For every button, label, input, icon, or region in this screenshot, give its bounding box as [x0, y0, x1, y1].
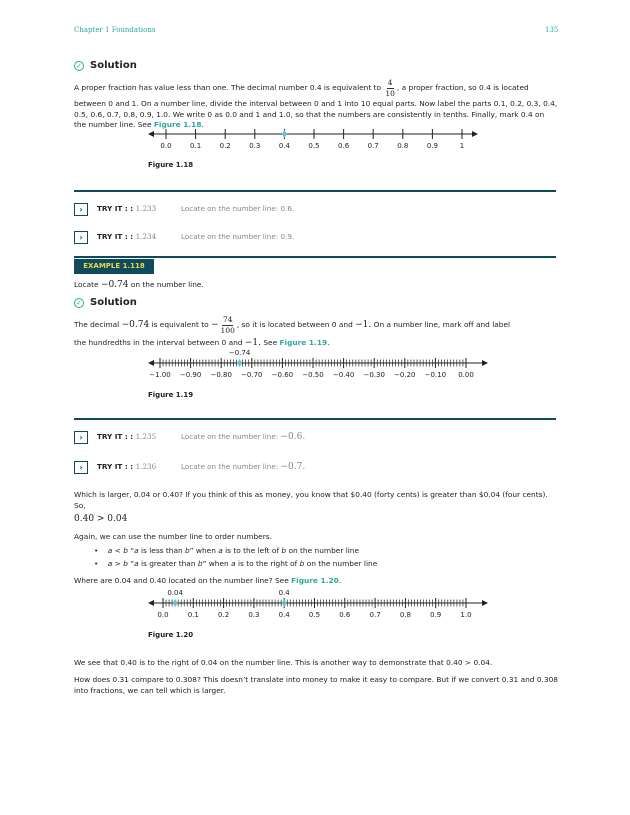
denominator: 100	[220, 325, 235, 335]
tick-label: 0.6	[339, 611, 351, 619]
tick-label: −0.10	[424, 371, 447, 379]
inequality: 0.40 > 0.04	[74, 514, 128, 524]
math: −1.	[355, 320, 372, 330]
text: is to the left of	[222, 546, 282, 555]
text: is equivalent to	[151, 320, 209, 329]
tick-label: −0.30	[363, 371, 385, 379]
tick-label: 0.3	[248, 611, 260, 619]
exercise-number: 1.234	[135, 232, 157, 242]
tick-label: −0.40	[332, 371, 355, 379]
try-it-text: Locate on the number line: 0.9.	[181, 232, 295, 242]
tick-label: 0.9	[426, 142, 438, 150]
denominator: 10	[385, 88, 395, 98]
compare-paragraph-2: Again, we can use the number line to order numbers.	[74, 532, 272, 541]
tick-label: 1.0	[460, 611, 472, 619]
tick-label: 0.0	[157, 611, 169, 619]
fraction	[385, 79, 395, 97]
try-it-row	[74, 203, 554, 216]
compare-paragraph: Which is larger, 0.04 or 0.40? If you think of this as money, you know that $0.40 (forty cents) is greater than $0.04 (four cents). So,	[74, 490, 548, 510]
closing-paragraph: We see that 0.40 is to the right of 0.04 on the number line. This is another way to demonstrate that 0.40 > 0.04.	[74, 658, 493, 667]
tick-label: −0.80	[210, 371, 232, 379]
text: b	[299, 558, 305, 568]
tick-label: 0.9	[430, 611, 442, 619]
try-it-label	[97, 204, 181, 214]
tick-label: 0.7	[367, 142, 379, 150]
solution-paragraph	[74, 79, 558, 97]
numerator: 74	[222, 315, 233, 324]
math: −0.7.	[280, 462, 306, 472]
tick-label: 0.8	[399, 611, 411, 619]
text: Where are 0.04 and 0.40 located on the number line? See	[74, 576, 289, 585]
tick-label: 0.5	[308, 611, 321, 619]
text: a	[107, 546, 113, 555]
exercise-number: 1.233	[135, 204, 157, 214]
text: “	[127, 546, 135, 555]
math: −0.6.	[280, 432, 306, 442]
text: ” when	[189, 546, 219, 555]
tick-label: 0.0	[160, 142, 172, 150]
try-it-label	[97, 232, 181, 242]
tick-label: 0.3	[249, 142, 261, 150]
math: −1.	[244, 338, 261, 348]
math: −0.74	[100, 280, 129, 290]
solution-paragraph	[74, 316, 558, 334]
tick-label: 1	[459, 142, 465, 150]
text: a	[134, 546, 139, 555]
math: −	[211, 320, 219, 330]
figure-link[interactable]: Figure 1.20	[291, 576, 339, 585]
arrow-left	[148, 131, 154, 137]
number-line-figure-1-20	[148, 586, 488, 624]
example-prompt	[74, 279, 558, 292]
point-label: −0.74	[228, 349, 251, 357]
text: is to the right of	[235, 558, 300, 568]
check-circle-icon: ✓	[74, 61, 84, 71]
tick-label: −0.70	[241, 371, 263, 379]
text: between 0 and 1. On a number line, divide the interval between 0 and 1 into 10 equal parts. Now label the parts 0.1, 0.2, 0.3, 0.4, 0.5, 0.6, 0.7, 0.8, 0.9, 1.0. We write 0 as 0.0 and 1 and 1.0, so that the numbers are consistently in tenths. Finally, mark 0.4 on the number line. See	[74, 99, 558, 130]
list-item: • a > b “a is greater than b” when a is to the right of b on the number line	[94, 558, 378, 568]
chevron-right-icon[interactable]: ›	[74, 461, 88, 474]
try-it-row	[74, 461, 554, 474]
example-divider	[74, 256, 556, 258]
page-number: 135	[545, 26, 559, 34]
text: the hundredths in the interval between 0 and	[74, 338, 243, 347]
text: <	[112, 546, 124, 555]
arrow-right	[472, 131, 478, 137]
solution-heading	[74, 59, 137, 74]
text: b	[281, 546, 287, 555]
try-it-label	[97, 462, 181, 472]
arrow-left	[148, 600, 154, 606]
point-label: 0.04	[167, 589, 183, 597]
text: a	[134, 558, 139, 568]
figure-link[interactable]: Figure 1.18	[153, 120, 202, 130]
arrow-right	[482, 360, 488, 366]
example-tag: EXAMPLE 1.118	[74, 259, 154, 274]
figure-link[interactable]: Figure 1.19	[279, 338, 328, 347]
text: a	[107, 558, 113, 568]
text: on the number line.	[130, 280, 204, 289]
text: on the number line	[286, 546, 360, 555]
label: TRY IT : :	[97, 232, 134, 242]
number-line-figure-1-19	[148, 346, 488, 382]
try-it-text	[181, 461, 305, 474]
tick-label: 0.2	[219, 142, 231, 150]
solution-title: Solution	[90, 60, 137, 71]
text: Locate	[74, 280, 99, 289]
text: b	[123, 546, 128, 555]
tick-label: 0.5	[308, 142, 320, 150]
text: A proper fraction has value less than one. The decimal number 0.4 is equivalent to	[74, 83, 382, 92]
tick-label: 0.8	[397, 142, 409, 150]
check-circle-icon: ✓	[74, 298, 84, 308]
chevron-right-icon[interactable]: ›	[74, 203, 88, 216]
text: >	[112, 558, 124, 568]
tick-label: 0.4	[278, 142, 290, 150]
text: b	[123, 558, 128, 568]
text: See	[263, 338, 278, 347]
tick-label: 0.1	[187, 611, 199, 619]
tick-label: −0.90	[179, 371, 202, 379]
fraction	[221, 316, 235, 334]
section-divider	[74, 418, 556, 420]
solution-heading	[74, 296, 137, 311]
text: .	[201, 120, 204, 130]
numerator: 4	[387, 78, 393, 87]
chapter-header: Chapter 1 Foundations	[74, 26, 156, 34]
tick-label: −0.60	[271, 371, 294, 379]
figure-caption: Figure 1.19	[148, 391, 194, 399]
text: a	[218, 546, 223, 555]
arrow-left	[148, 360, 154, 366]
text: .	[338, 576, 342, 585]
tick-label: 0.00	[458, 371, 474, 379]
text: ” when	[202, 558, 232, 568]
label: TRY IT : :	[97, 432, 134, 442]
section-divider	[74, 190, 556, 192]
text: On a number line, mark off and label	[373, 320, 511, 329]
chevron-right-icon[interactable]: ›	[74, 431, 88, 444]
point-label: 0.4	[278, 589, 290, 597]
tick-label: 0.1	[190, 142, 202, 150]
try-it-label	[97, 432, 181, 442]
label: TRY IT : :	[97, 462, 134, 472]
text: is greater than	[138, 558, 198, 568]
tick-label: −0.20	[394, 371, 416, 379]
point-marker	[237, 359, 242, 367]
solution-title: Solution	[90, 297, 137, 308]
tick-label: 0.6	[338, 142, 350, 150]
exercise-number: 1.235	[135, 432, 157, 442]
tick-label: −1.00	[149, 371, 171, 379]
text: b	[185, 546, 190, 555]
closing-paragraph-2: How does 0.31 compare to 0.308? This doesn’t translate into money to make it easy to compare. But if we convert 0.31 and 0.308 into fractions, we can tell which is larger.	[74, 675, 559, 695]
tick-label: 0.2	[218, 611, 230, 619]
math: −0.74	[121, 320, 150, 330]
text: , a proper fraction, so 0.4 is located	[396, 83, 529, 92]
text: on the number line	[304, 558, 378, 568]
text: The decimal	[74, 320, 120, 329]
try-it-text	[181, 431, 305, 444]
try-it-text: Locate on the number line: 0.6.	[181, 204, 295, 214]
text: Locate on the number line:	[181, 432, 279, 441]
number-line-figure-1-18	[148, 127, 478, 155]
bullet-list	[94, 546, 377, 571]
tick-label: 0.4	[278, 611, 290, 619]
point-marker	[282, 599, 287, 607]
text: .	[327, 338, 330, 347]
text: Locate on the number line:	[181, 462, 279, 471]
text: b	[197, 558, 203, 568]
point-marker	[173, 599, 178, 607]
point-marker	[282, 130, 287, 138]
text: , so it is located between 0 and	[236, 320, 353, 329]
label: TRY IT : :	[97, 204, 134, 214]
text: a	[231, 558, 236, 568]
text: “	[127, 558, 135, 568]
figure-caption: Figure 1.18	[148, 161, 194, 169]
tick-label: −0.50	[302, 371, 324, 379]
chevron-right-icon[interactable]: ›	[74, 231, 88, 244]
arrow-right	[482, 600, 488, 606]
try-it-row	[74, 431, 554, 444]
try-it-row	[74, 231, 554, 244]
tick-label: 0.7	[369, 611, 381, 619]
list-item: • a < b “a is less than b” when a is to the left of b on the number line	[94, 546, 360, 555]
exercise-number: 1.236	[135, 462, 157, 472]
figure-caption: Figure 1.20	[148, 631, 194, 639]
text: is less than	[138, 546, 186, 555]
